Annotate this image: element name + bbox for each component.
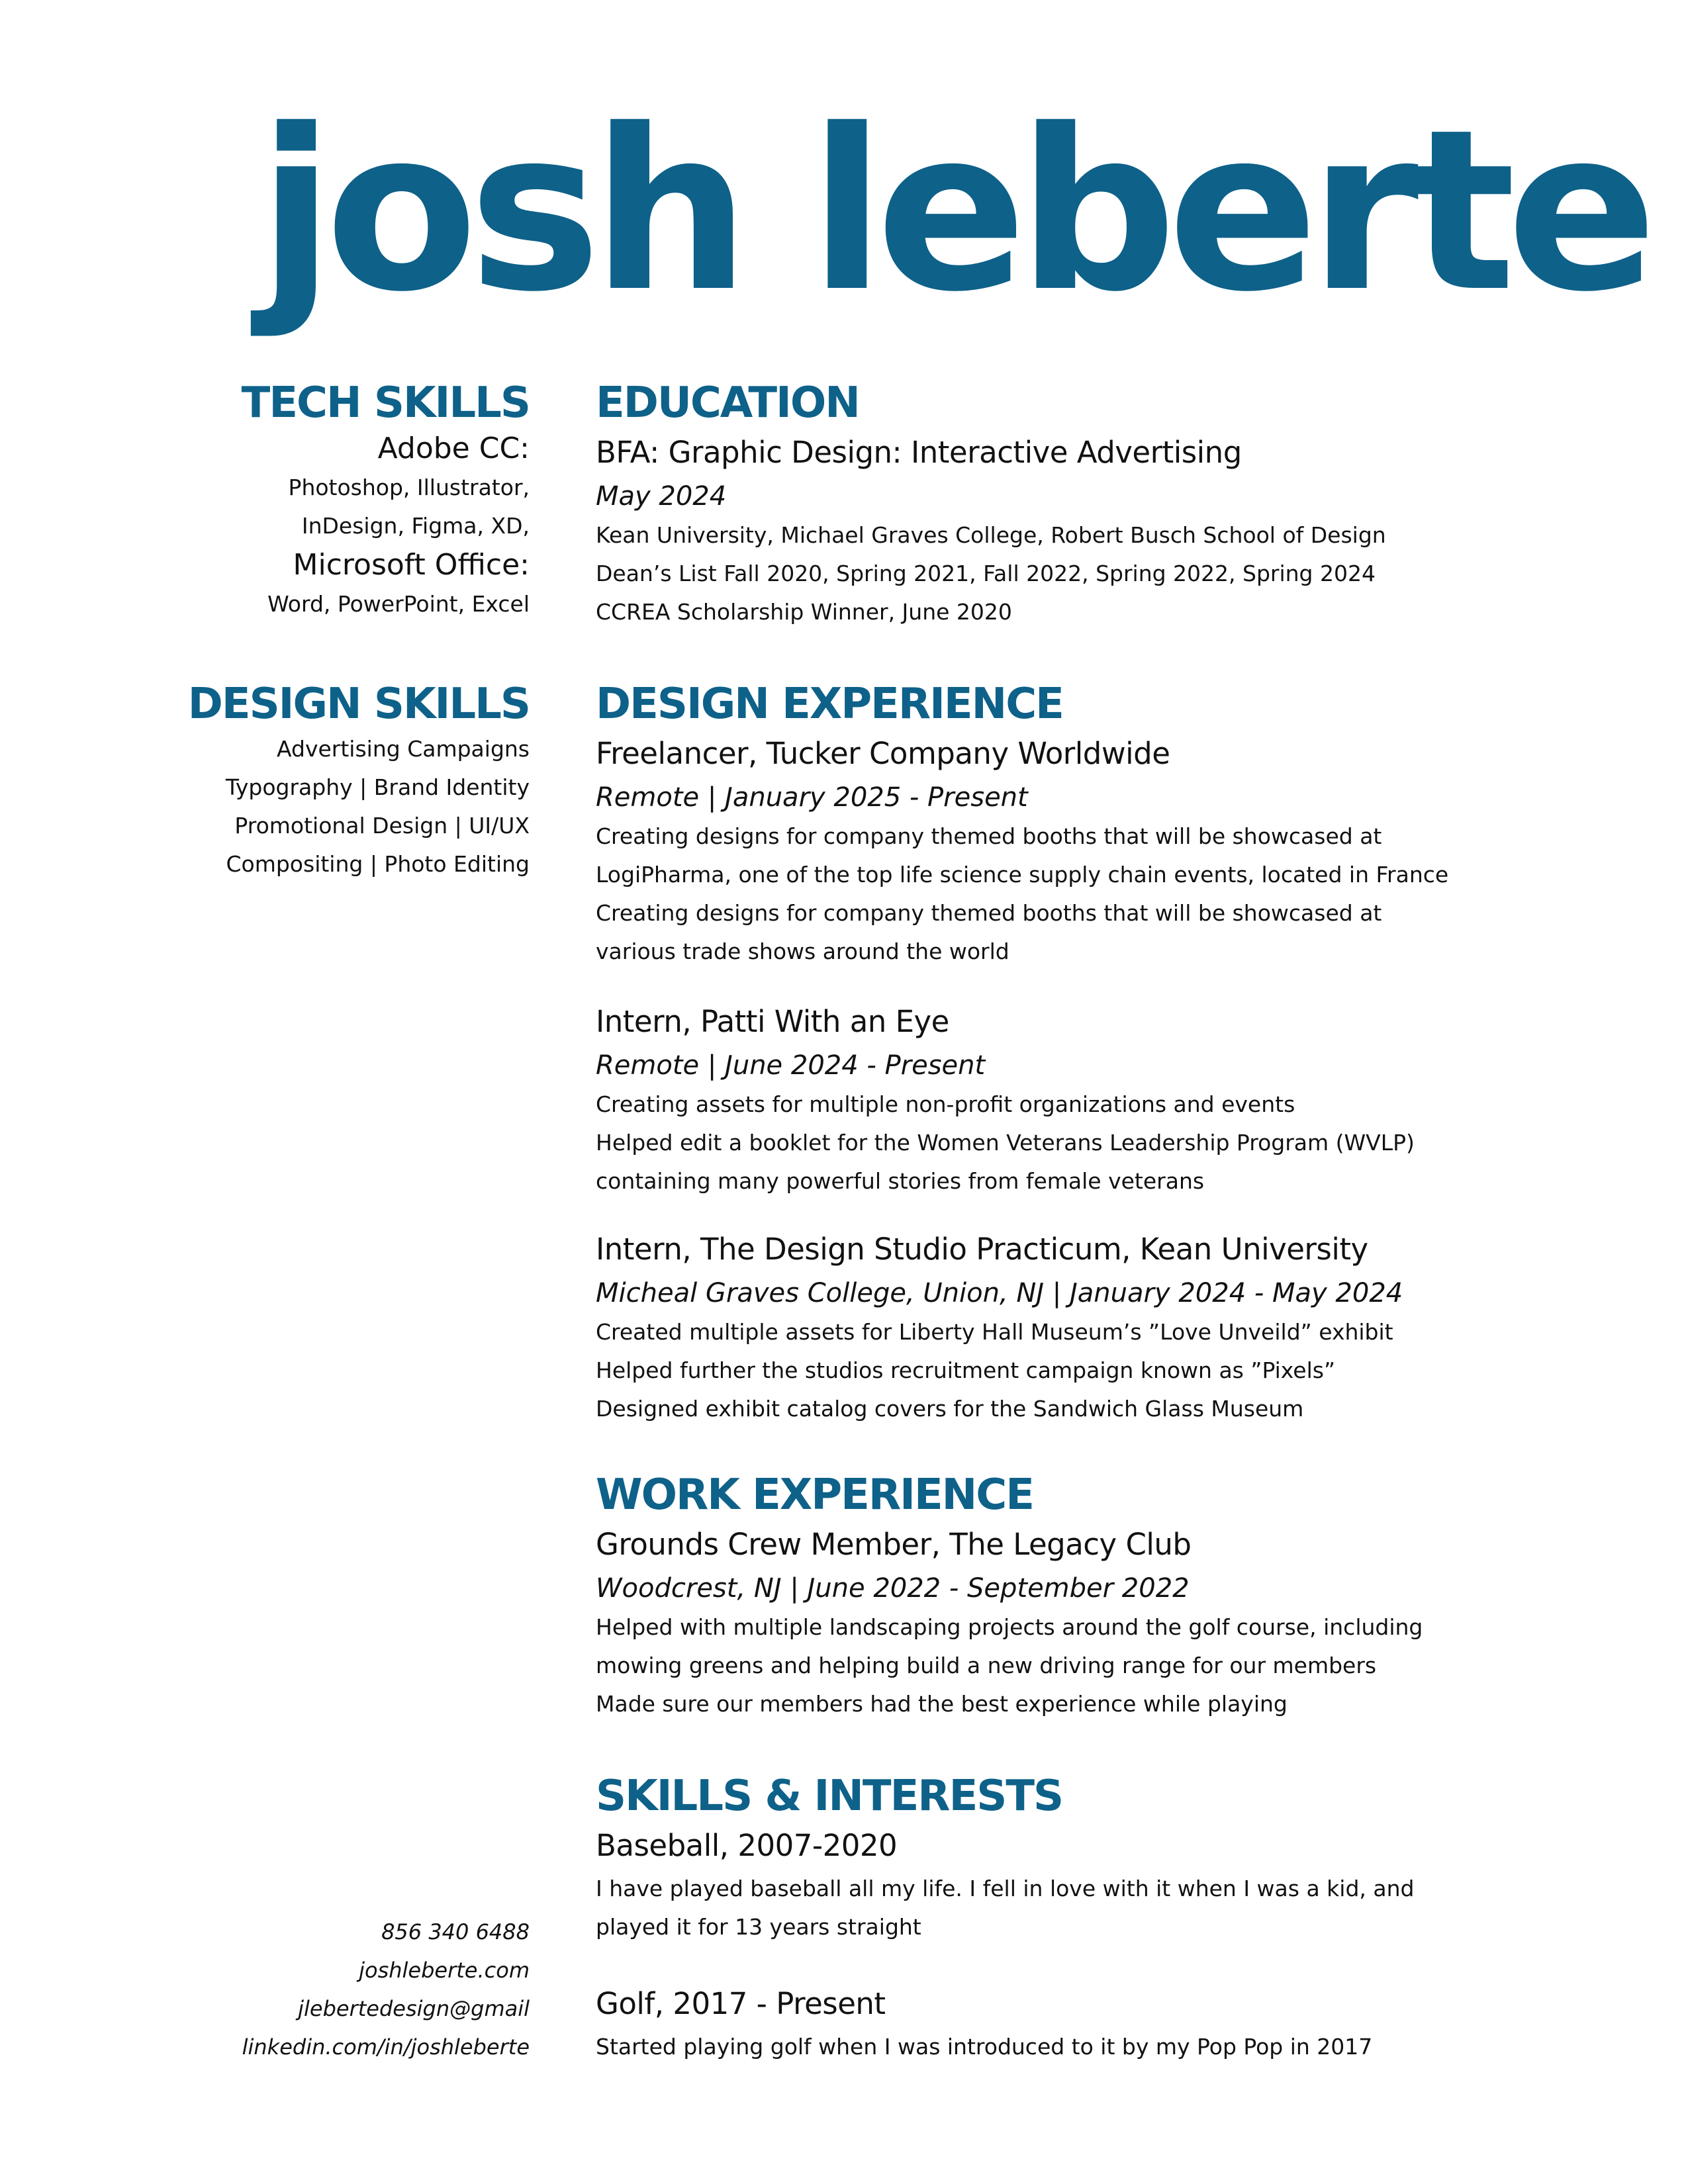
job-line: Designed exhibit catalog covers for the Sandwich Glass Museum (596, 1396, 1304, 1422)
job-meta: Woodcrest, NJ | June 2022 - September 2022 (596, 1573, 1190, 1604)
job-line: Creating designs for company themed booths that will be showcased at (596, 900, 1382, 926)
job-entry (596, 998, 1523, 1201)
contact-phone: 856 340 6488 (381, 1919, 530, 1944)
job-line: Created multiple assets for Liberty Hall Museum’s ”Love Unveild” exhibit (596, 1319, 1393, 1345)
job-line: various trade shows around the world (596, 938, 1009, 964)
contact-website[interactable]: joshleberte.com (359, 1958, 530, 1983)
skill-line: Compositing | Photo Editing (226, 851, 530, 877)
job-line: Helped with multiple landscaping projects around the golf course, including (596, 1614, 1423, 1640)
skill-line: Promotional Design | UI/UX (234, 813, 530, 839)
tech-skills-section (185, 377, 530, 623)
education-section (596, 377, 1523, 631)
job-meta: Remote | January 2025 - Present (596, 782, 1028, 813)
interest-line: I have played baseball all my life. I fell in love with it when I was a kid, and (596, 1876, 1415, 1901)
work-experience-section (596, 1469, 1523, 1723)
contact-linkedin[interactable]: linkedin.com/in/joshleberte (242, 2034, 530, 2060)
interest-line: Started playing golf when I was introduced to it by my Pop Pop in 2017 (596, 2034, 1373, 2060)
design-skills-section (185, 678, 530, 884)
education-line: Dean’s List Fall 2020, Spring 2021, Fall 2022, Spring 2022, Spring 2024 (596, 561, 1376, 586)
interest-line: played it for 13 years straight (596, 1914, 921, 1940)
job-line: LogiPharma, one of the top life science supply chain events, located in France (596, 862, 1449, 887)
skill-line: InDesign, Figma, XD, (301, 513, 530, 539)
interest-title: Baseball, 2007-2020 (596, 1828, 898, 1863)
job-line: Helped further the studios recruitment campaign known as ”Pixels” (596, 1357, 1336, 1383)
job-title: Intern, The Design Studio Practicum, Kean University (596, 1232, 1368, 1267)
job-title: Grounds Crew Member, The Legacy Club (596, 1527, 1192, 1562)
education-line: CCREA Scholarship Winner, June 2020 (596, 599, 1012, 625)
skill-line: Word, PowerPoint, Excel (267, 591, 530, 617)
skill-line: Advertising Campaigns (277, 736, 530, 762)
skill-line: Typography | Brand Identity (225, 774, 530, 800)
job-title: Intern, Patti With an Eye (596, 1004, 949, 1039)
tech-skills-heading: TECH SKILLS (241, 379, 530, 428)
job-line: mowing greens and helping build a new driving range for our members (596, 1653, 1377, 1678)
design-skills-heading: DESIGN SKILLS (187, 680, 530, 729)
skills-interests-section (596, 1770, 1523, 1946)
job-line: Made sure our members had the best experience while playing (596, 1691, 1288, 1717)
contact-email[interactable]: jlebertedesign@gmail (298, 1996, 530, 2021)
design-experience-section (596, 678, 1523, 971)
degree-date: May 2024 (596, 481, 727, 512)
design-experience-heading: DESIGN EXPERIENCE (596, 680, 1063, 729)
education-heading: EDUCATION (596, 379, 859, 428)
interest-title: Golf, 2017 - Present (596, 1986, 886, 2021)
degree-title: BFA: Graphic Design: Interactive Advertising (596, 435, 1242, 470)
job-line: Helped edit a booklet for the Women Veterans Leadership Program (WVLP) (596, 1130, 1415, 1156)
job-title: Freelancer, Tucker Company Worldwide (596, 736, 1170, 771)
skill-group-title: Microsoft Office: (293, 548, 530, 582)
work-experience-heading: WORK EXPERIENCE (596, 1471, 1033, 1520)
skill-line: Photoshop, Illustrator, (288, 475, 530, 500)
job-line: containing many powerful stories from female veterans (596, 1168, 1205, 1194)
job-line: Creating assets for multiple non-profit organizations and events (596, 1091, 1295, 1117)
job-entry (596, 1226, 1523, 1428)
education-line: Kean University, Michael Graves College, Robert Busch School of Design (596, 522, 1386, 548)
interest-entry (596, 1980, 1523, 2066)
skill-group-title: Adobe CC: (377, 432, 530, 465)
skills-interests-heading: SKILLS & INTERESTS (596, 1772, 1063, 1821)
job-line: Creating designs for company themed booths that will be showcased at (596, 823, 1382, 849)
job-meta: Micheal Graves College, Union, NJ | January 2024 - May 2024 (596, 1278, 1403, 1308)
job-meta: Remote | June 2024 - Present (596, 1050, 986, 1081)
resume-name: josh leberte (258, 82, 1648, 341)
contact-info (185, 1913, 530, 2066)
